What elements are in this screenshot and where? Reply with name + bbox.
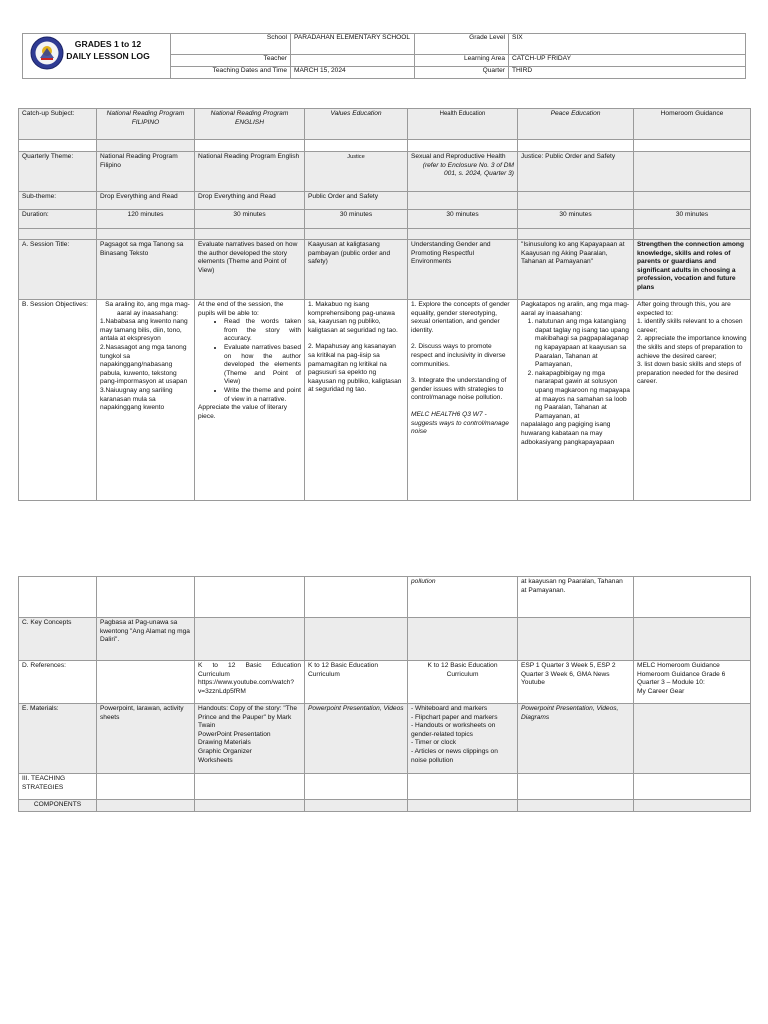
ref-eng-2: https://www.youtube.com/watch?v=3zznLdp5fRM [198, 679, 295, 695]
subject-health: Health Education [408, 109, 518, 140]
obj-peace-2: 2. nakapagbibigay ng mga nararapat gawin at solusyon upang magkaroon ng mapayapa at maayos na samahan sa loob ng Paaralan, Tahanan at Pamayanan, at [535, 370, 630, 422]
ref-hg-1: MELC Homeroom Guidance [637, 662, 720, 669]
obj-health-2: 2. Discuss ways to promote respect and inclusivity in diverse communities. [411, 343, 506, 368]
objectives-label: B. Session Objectives: [19, 300, 97, 501]
subject-english: National Reading Program ENGLISH [195, 109, 305, 140]
subtheme-label: Sub-theme: [19, 192, 97, 210]
obj-eng-intro: At the end of the session, the pupils will be able to: [198, 301, 284, 317]
session-health: Understanding Gender and Promoting Respectful Environments [408, 240, 518, 300]
subtheme-filipino: Drop Everything and Read [97, 192, 195, 210]
quarter-value: THIRD [509, 67, 746, 79]
area-value: CATCH-UP FRIDAY [509, 55, 746, 67]
ref-hg-2: Homeroom Guidance Grade 6 Quarter 3 – Module 10: [637, 670, 726, 687]
obj-eng-1: • Read the words taken from the story with accuracy. [224, 318, 301, 344]
obj-hg-3: 3. list down basic skills and steps of preparation needed for the desired career. [637, 361, 742, 386]
references-peace: ESP 1 Quarter 3 Week 5, ESP 2 Quarter 3 Week 6, GMA News Youtube [518, 661, 634, 704]
obj-eng-2: • Evaluate narratives based on how the author developed the elements (Theme and Point of View) [224, 344, 301, 387]
lesson-table-top [18, 108, 751, 501]
mat-eng-4: Graphic Organizer [198, 747, 252, 755]
duration-english: 30 minutes [195, 210, 305, 229]
session-peace: "Isinusulong ko ang Kapayapaan at Kaayusan ng Aking Paaralan, Tahanan at Pamayanan" [518, 240, 634, 300]
teacher-value [291, 55, 415, 67]
obj-fil-2: 2.Nasasagot ang mga tanong tungkol sa napakinggang/nabasang pabula, kuwento, tekstong pang-impormasyon at usapan [100, 343, 188, 386]
dates-value: MARCH 15, 2024 [291, 67, 415, 79]
theme-health-title: Sexual and Reproductive Health [411, 153, 506, 160]
obj-fil-3: 3.Naiuugnay ang sariling karanasan mula sa napakinggang kwento [100, 386, 173, 412]
objectives-values [305, 300, 408, 501]
subject-label: Catch-up Subject: [19, 109, 97, 140]
objectives-peace [518, 300, 634, 501]
key-concepts-filipino: Pagbasa at Pag-unawa sa kwentong "Ang Alamat ng mga Daliri". [97, 618, 195, 661]
duration-homeroom: 30 minutes [634, 210, 751, 229]
materials-peace: Powerpoint Presentation, Videos, Diagrams [518, 704, 634, 774]
subtheme-values: Public Order and Safety [305, 192, 408, 210]
key-concepts-label: C. Key Concepts [19, 618, 97, 661]
mat-health-3: - Handouts or worksheets on gender-related topics [411, 722, 496, 738]
duration-values: 30 minutes [305, 210, 408, 229]
materials-filipino: Powerpoint, larawan, activity sheets [97, 704, 195, 774]
mat-eng-1: Handouts: Copy of the story: "The Prince and the Pauper" by Mark Twain [198, 705, 298, 730]
lesson-table-bottom [18, 576, 751, 812]
ref-eng-1: K to 12 Basic Education Curriculum [198, 662, 301, 678]
theme-label: Quarterly Theme: [19, 152, 97, 192]
mat-eng-2: PowerPoint Presentation [198, 730, 271, 738]
school-value: PARADAHAN ELEMENTARY SCHOOL [291, 34, 415, 55]
references-health: K to 12 Basic Education Curriculum [408, 661, 518, 704]
references-label: D. References: [19, 661, 97, 704]
references-homeroom [634, 661, 751, 704]
components-label: COMPONENTS [19, 800, 97, 812]
duration-label: Duration: [19, 210, 97, 229]
theme-peace: Justice: Public Order and Safety [518, 152, 634, 192]
obj-peace-outro: napalalago ang pagiging isang huwarang kabataan na may adbokasiyang pangkapayapaan [521, 421, 615, 446]
session-homeroom: Strengthen the connection among knowledge, skills and roles of parents or guardians and significant adults in choosing a profession, vocation and future plans [634, 240, 751, 300]
subtheme-health [408, 192, 518, 210]
objectives-english [195, 300, 305, 501]
objectives-health [408, 300, 518, 501]
theme-health [408, 152, 518, 192]
teacher-label: Teacher [171, 55, 291, 67]
cont-peace: at kaayusan ng Paaralan, Tahanan at Pamayanan. [518, 577, 634, 618]
mat-eng-5: Worksheets [198, 756, 233, 764]
obj-eng-outro: Appreciate the value of literary piece. [198, 404, 288, 420]
dates-label: Teaching Dates and Time [171, 67, 291, 79]
title-line-1: GRADES 1 to 12 [74, 39, 142, 49]
obj-eng-3: • Write the theme and point of view in a narrative. [224, 387, 301, 404]
objectives-filipino [97, 300, 195, 501]
references-values: K to 12 Basic Education Curriculum [305, 661, 408, 704]
obj-peace-1: 1. natutunan ang mga katangiang dapat taglay ng isang tao upang makibahagi sa pagpapalaganap ng kapayapaan at kaayusan sa Paaralan, Tahanan at Pamayanan, [535, 318, 630, 370]
materials-label: E. Materials: [19, 704, 97, 774]
references-english [195, 661, 305, 704]
obj-health-melc: MELC HEALTH6 Q3 W7 - suggests ways to control/manage noise [411, 410, 509, 436]
obj-health-3: 3. Integrate the understanding of gender issues with strategies to control/manage noise pollution. [411, 377, 507, 402]
subject-filipino: National Reading Program FILIPINO [97, 109, 195, 140]
header-table [22, 33, 746, 79]
subject-homeroom: Homeroom Guidance [634, 109, 751, 140]
obj-peace-intro: Pagkatapos ng aralin, ang mga mag-aaral ay inaasahang: [521, 301, 630, 317]
session-label: A. Session Title: [19, 240, 97, 300]
mat-health-4: - Timer or clock [411, 739, 457, 747]
obj-hg-2: 2. appreciate the importance knowing the skills and steps of preparation to achieve the desired career; [637, 335, 747, 360]
obj-hg-1: 1. identify skills relevant to a chosen career; [637, 318, 743, 334]
obj-health-1: 1. Explore the concepts of gender equality, gender stereotyping, sexual orientation, and gender identity. [411, 301, 510, 334]
theme-filipino: National Reading Program Filipino [97, 152, 195, 192]
duration-health: 30 minutes [408, 210, 518, 229]
duration-filipino: 120 minutes [97, 210, 195, 229]
theme-health-note: (refer to Enclosure No. 3 of DM 001, s. 2024, Quarter 3) [422, 161, 514, 178]
obj-hg-intro: After going through this, you are expected to: [637, 301, 731, 317]
mat-health-5: - Articles or news clippings on noise pollution [411, 747, 498, 764]
materials-health [408, 704, 518, 774]
strategies-label: III. TEACHING STRATEGIES [19, 774, 97, 800]
theme-homeroom [634, 152, 751, 192]
subject-values: Values Education [305, 109, 408, 140]
obj-val-1: 1. Makabuo ng isang komprehensibong pag-unawa sa, kaayusan ng publiko, kaligtasan at seguridad ng tao. [308, 301, 398, 334]
area-label: Learning Area [415, 55, 509, 67]
objectives-homeroom [634, 300, 751, 501]
session-filipino: Pagsagot sa mga Tanong sa Binasang Teksto [97, 240, 195, 300]
mat-health-1: - Whiteboard and markers [411, 705, 488, 712]
mat-eng-3: Drawing Materials [198, 739, 251, 747]
quarter-label: Quarter [415, 67, 509, 79]
materials-english [195, 704, 305, 774]
materials-values: Powerpoint Presentation, Videos [305, 704, 408, 774]
title-line-2: DAILY LESSON LOG [66, 51, 150, 61]
theme-english: National Reading Program English [195, 152, 305, 192]
mat-health-2: - Flipchart paper and markers [411, 713, 498, 721]
theme-values: Justice [305, 152, 408, 192]
duration-peace: 30 minutes [518, 210, 634, 229]
lesson-log-title [23, 34, 171, 79]
cont-health: pollution [408, 577, 518, 618]
grade-label: Grade Level [415, 34, 509, 55]
grade-value: SIX [509, 34, 746, 55]
obj-val-2: 2. Mapahusay ang kasanayan sa kritikal na pag-iisip sa pamamagitan ng kritikal na pagsusuri sa epekto ng kaayusan ng publiko, kaligtasan at seguridad ng tao. [308, 343, 402, 394]
subtheme-peace [518, 192, 634, 210]
subtheme-english: Drop Everything and Read [195, 192, 305, 210]
school-label: School [171, 34, 291, 55]
obj-fil-1: 1.Nababasa ang kwento nang may tamang bilis, diin, tono, antala at ekspresyon [100, 318, 188, 343]
session-english: Evaluate narratives based on how the author developed the story elements (Theme and Point of View) [195, 240, 305, 300]
subject-peace: Peace Education [518, 109, 634, 140]
ref-hg-3: My Career Gear [637, 687, 685, 695]
subtheme-homeroom [634, 192, 751, 210]
session-values: Kaayusan at kaligtasang pambayan (public order and safety) [305, 240, 408, 300]
obj-fil-intro: Sa araling ito, ang mga mag-aaral ay inaasahang: [105, 301, 190, 317]
